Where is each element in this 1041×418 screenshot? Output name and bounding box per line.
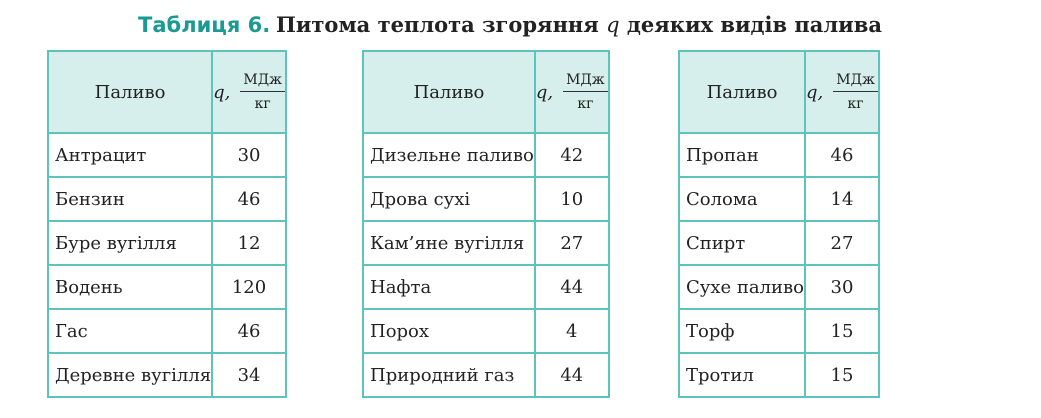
q-symbol: q, <box>535 81 554 103</box>
table-row <box>679 133 879 177</box>
fuel-name: Природний газ <box>363 353 535 397</box>
fuel-name: Деревне вугілля <box>48 353 212 397</box>
fuel-table-2 <box>362 50 610 398</box>
header-fuel: Паливо <box>363 51 535 133</box>
heat-value: 34 <box>212 353 286 397</box>
q-unit-label <box>213 71 285 113</box>
caption-label: Таблиця 6. <box>138 13 271 37</box>
caption-title-start: Питома теплота згоряння <box>276 12 599 37</box>
heat-value: 10 <box>535 177 609 221</box>
q-symbol: q, <box>806 81 824 103</box>
caption-title <box>276 12 882 37</box>
fuel-name: Буре вугілля <box>48 221 212 265</box>
header-heat-value <box>212 51 286 133</box>
table-row <box>48 309 286 353</box>
header-row <box>679 51 879 133</box>
unit-denominator: кг <box>577 96 594 112</box>
heat-value: 14 <box>805 177 879 221</box>
table-row <box>679 309 879 353</box>
header-heat-value <box>535 51 609 133</box>
fuel-name: Гас <box>48 309 212 353</box>
table-row <box>363 221 609 265</box>
fuel-name: Порох <box>363 309 535 353</box>
heat-value: 30 <box>805 265 879 309</box>
heat-value: 44 <box>535 353 609 397</box>
heat-value: 27 <box>535 221 609 265</box>
table-row <box>679 221 879 265</box>
heat-value: 120 <box>212 265 286 309</box>
caption-title-end: деяких видів палива <box>626 12 882 37</box>
fuel-name: Кам’яне вугілля <box>363 221 535 265</box>
unit-numerator: МДж <box>563 71 608 92</box>
heat-value: 46 <box>212 309 286 353</box>
fuel-name: Сухе паливо <box>679 265 805 309</box>
unit-numerator: МДж <box>833 71 878 92</box>
fuel-name: Бензин <box>48 177 212 221</box>
unit-denominator: кг <box>254 96 271 112</box>
table-row <box>679 177 879 221</box>
q-unit-label <box>806 71 878 113</box>
q-symbol: q, <box>213 81 231 103</box>
fuel-name: Нафта <box>363 265 535 309</box>
heat-value: 27 <box>805 221 879 265</box>
fuel-name: Водень <box>48 265 212 309</box>
heat-value: 4 <box>535 309 609 353</box>
header-fuel: Паливо <box>48 51 212 133</box>
fuel-table-1 <box>47 50 287 398</box>
fuel-name: Торф <box>679 309 805 353</box>
unit-denominator: кг <box>847 96 864 112</box>
heat-value: 15 <box>805 353 879 397</box>
table-row <box>363 177 609 221</box>
heat-value: 46 <box>805 133 879 177</box>
table-row <box>363 265 609 309</box>
fuel-name: Спирт <box>679 221 805 265</box>
unit-numerator: МДж <box>240 71 285 92</box>
fuel-name: Дизельне паливо <box>363 133 535 177</box>
caption-q-variable: q <box>606 13 620 37</box>
heat-value: 44 <box>535 265 609 309</box>
table-row <box>679 353 879 397</box>
unit-fraction <box>833 71 878 113</box>
table-row <box>48 265 286 309</box>
table-row <box>48 133 286 177</box>
heat-value: 30 <box>212 133 286 177</box>
unit-fraction <box>563 71 608 113</box>
table-row <box>48 177 286 221</box>
header-row <box>363 51 609 133</box>
fuel-name: Тротил <box>679 353 805 397</box>
table-row <box>48 353 286 397</box>
heat-value: 15 <box>805 309 879 353</box>
fuel-name: Солома <box>679 177 805 221</box>
q-unit-label <box>536 71 608 113</box>
table-caption <box>0 10 1020 40</box>
unit-fraction <box>240 71 285 113</box>
heat-value: 12 <box>212 221 286 265</box>
table-row <box>363 133 609 177</box>
heat-value: 46 <box>212 177 286 221</box>
table-row <box>363 353 609 397</box>
table-row <box>363 309 609 353</box>
fuel-table-3 <box>678 50 880 398</box>
table-row <box>679 265 879 309</box>
header-row <box>48 51 286 133</box>
header-fuel: Паливо <box>679 51 805 133</box>
heat-value: 42 <box>535 133 609 177</box>
fuel-name: Дрова сухі <box>363 177 535 221</box>
fuel-name: Пропан <box>679 133 805 177</box>
table-row <box>48 221 286 265</box>
header-heat-value <box>805 51 879 133</box>
fuel-name: Антрацит <box>48 133 212 177</box>
